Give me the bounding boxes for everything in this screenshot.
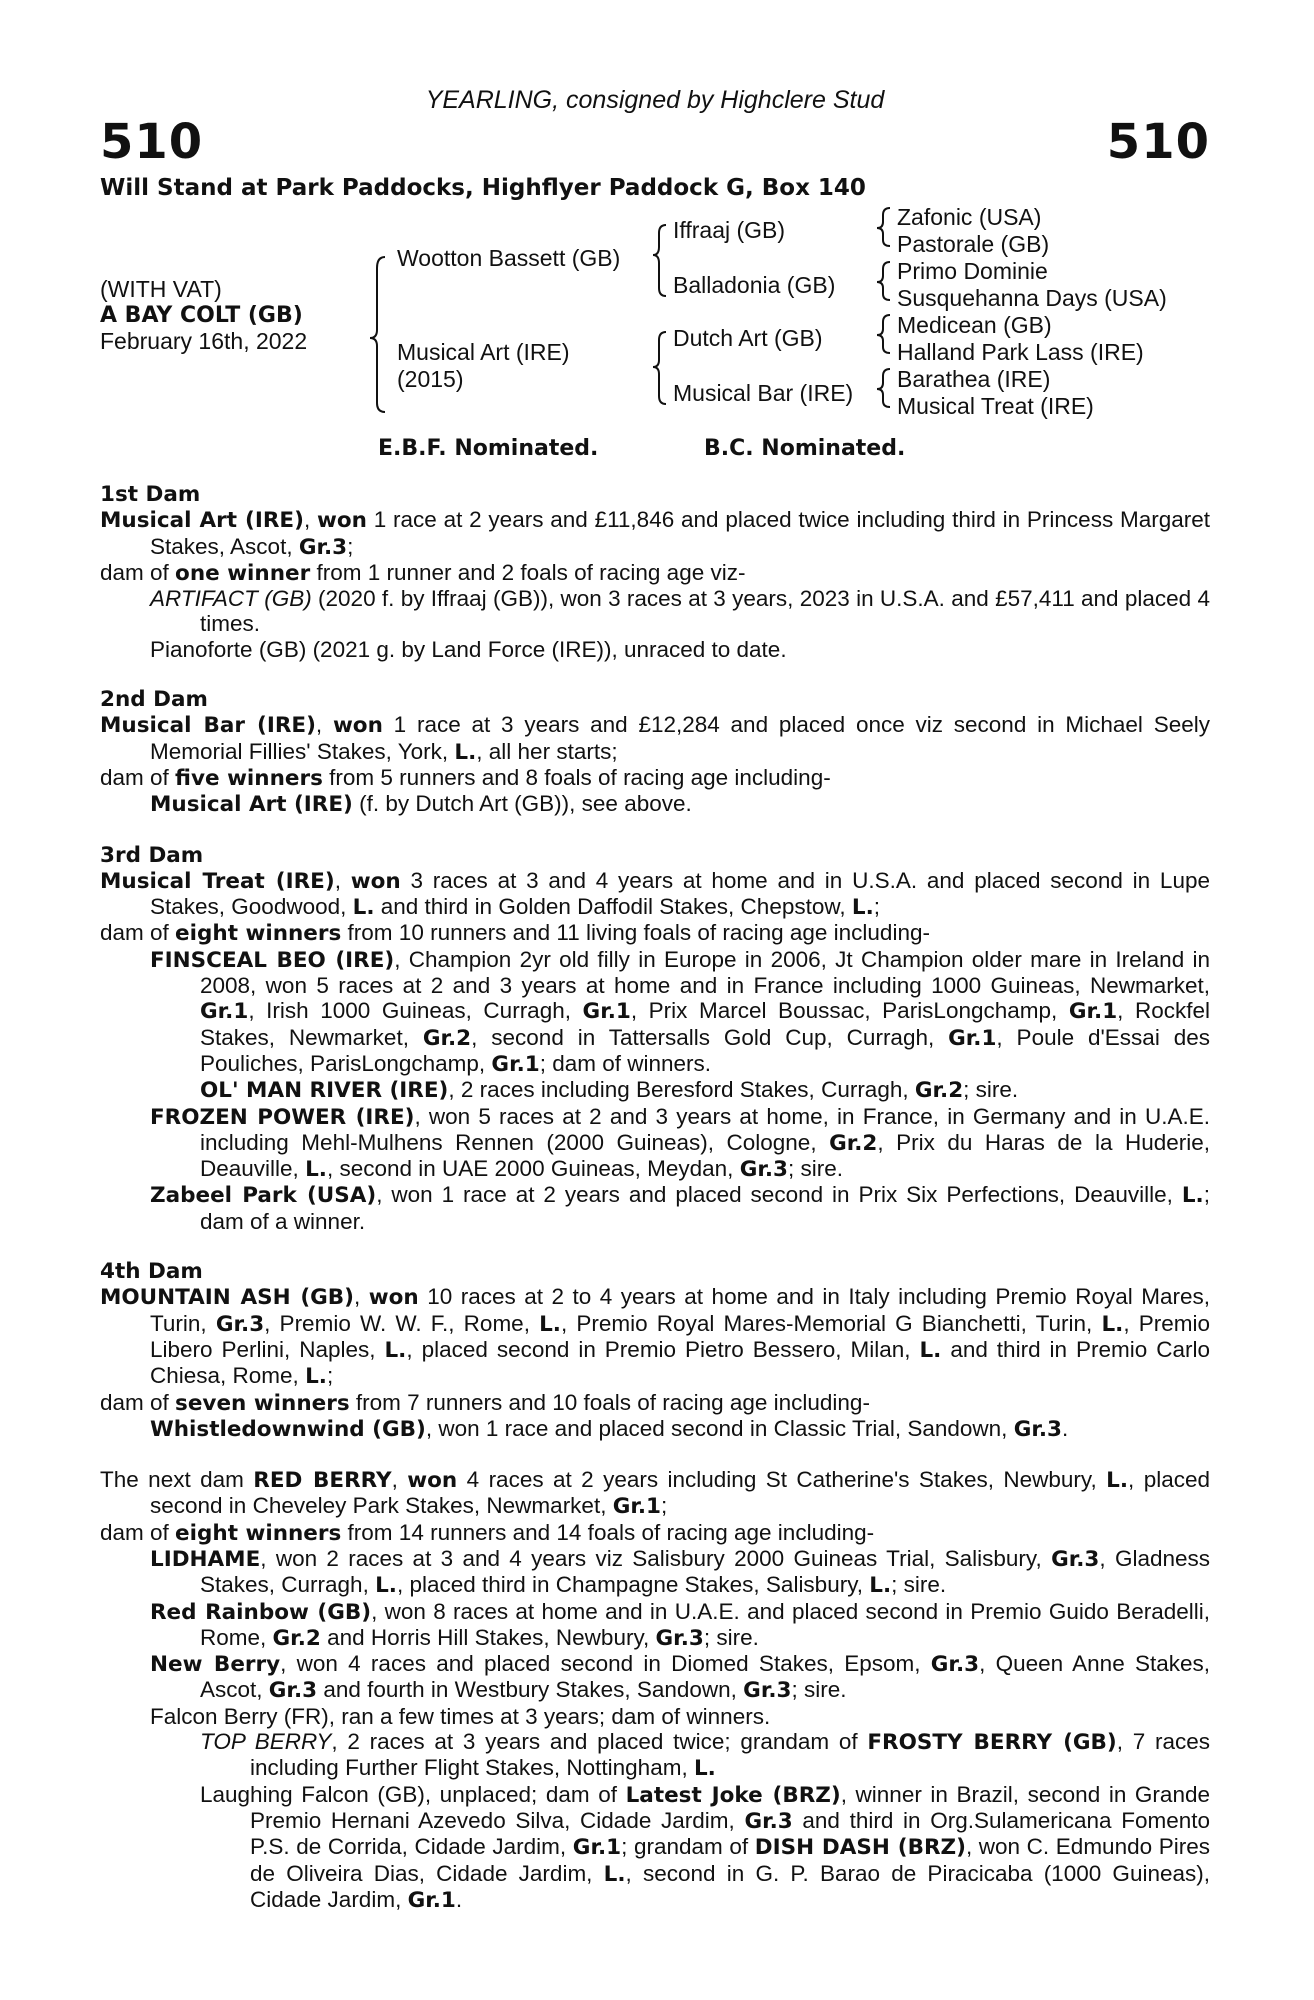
bold-text: Whistledownwind (GB) xyxy=(150,1416,426,1442)
bold-text: won xyxy=(407,1468,458,1494)
bold-text: L. xyxy=(352,895,375,921)
bold-text: Gr.1 xyxy=(200,999,249,1025)
text-run: , Gladness Stakes, Curragh, xyxy=(200,1545,1211,1598)
text-run: and fourth in Westbury Stakes, Sandown, xyxy=(317,1677,744,1703)
text-run: from 5 runners and 8 foals of racing age including- xyxy=(322,764,831,790)
text-run: Pianoforte (GB) (2021 g. by Land Force (IRE)), unraced to date. xyxy=(150,636,787,662)
pedigree-dam: Musical Art (IRE) xyxy=(397,339,570,365)
text-run: and third in Org.Sulamericana Fomento P.S. de Corrida, Cidade Jardim, xyxy=(250,1807,1210,1860)
text-run: , Champion 2yr old filly in Europe in 2006, Jt Champion older mare in Ireland in 2008, won 5 races at 2 and 3 years at home and in France including 1000 Guineas, Newmarket, xyxy=(200,946,1210,999)
produce-entry xyxy=(100,586,1210,637)
bold-text: eight winners xyxy=(175,1520,342,1546)
text-run: (f. by Dutch Art (GB)), see above. xyxy=(352,791,692,817)
text-run: 4 races at 2 years including St Catherine's Stakes, Newbury, xyxy=(457,1467,1107,1493)
produce-entry xyxy=(100,1104,1210,1183)
bold-text: Gr.3 xyxy=(1013,1416,1062,1442)
bold-text: Gr.3 xyxy=(655,1625,704,1651)
italic-text: ARTIFACT (GB) xyxy=(150,586,312,612)
text-run: and third in Golden Daffodil Stakes, Chepstow, xyxy=(374,894,852,920)
text-run: ; xyxy=(326,1363,334,1389)
dam-record xyxy=(100,1467,1210,1520)
pedigree-sire-dam: Balladonia (GB) xyxy=(673,272,836,298)
bold-text: Gr.2 xyxy=(272,1625,321,1651)
text-run: ; sire. xyxy=(963,1077,1019,1103)
brace-sire xyxy=(653,225,666,296)
pedigree-g3-5: Medicean (GB) xyxy=(897,312,1052,338)
bold-text: L. xyxy=(305,1364,327,1390)
bold-text: Gr.2 xyxy=(829,1130,878,1156)
pedigree-g3-6: Halland Park Lass (IRE) xyxy=(897,339,1144,365)
pedigree-dam-year: (2015) xyxy=(397,366,464,392)
stabling-location: Will Stand at Park Paddocks, Highflyer Paddock G, Box 140 xyxy=(100,175,866,201)
pedigree-g3-2: Pastorale (GB) xyxy=(897,231,1050,257)
text-run: from 1 runner and 2 foals of racing age viz- xyxy=(310,559,746,585)
bold-text: won xyxy=(317,508,367,534)
produce-entry xyxy=(100,1729,1210,1782)
text-run: , Poule d'Essai des Pouliches, ParisLongchamp, xyxy=(200,1024,1210,1076)
bold-text: five winners xyxy=(175,765,323,791)
text-run: , won C. Edmundo Pires de Oliveira Dias, Cidade Jardim, xyxy=(250,1834,1210,1886)
text-run: dam of xyxy=(100,764,176,790)
text-run: , winner in Brazil, second in Grande Premio Hernani Azevedo Silva, Cidade Jardim, xyxy=(250,1781,1210,1833)
bold-text: FROZEN POWER (IRE) xyxy=(150,1104,415,1130)
bold-text: Musical Art (IRE) xyxy=(100,508,304,534)
text-run: The next dam xyxy=(100,1467,254,1493)
text-run: , second in UAE 2000 Guineas, Meydan, xyxy=(326,1156,740,1182)
text-run: Laughing Falcon (GB), unplaced; dam of xyxy=(200,1781,626,1807)
pedigree-g3-4: Susquehanna Days (USA) xyxy=(897,285,1167,311)
text-run: , Premio Libero Perlini, Naples, xyxy=(150,1310,1210,1362)
catalogue-page xyxy=(100,0,1210,2000)
section-heading: 4th Dam xyxy=(100,1259,203,1285)
text-run: , second in Tattersalls Gold Cup, Curragh, xyxy=(471,1024,949,1050)
pedigree-dam-dam: Musical Bar (IRE) xyxy=(673,380,854,406)
bold-text: L. xyxy=(869,1573,892,1599)
bold-text: L. xyxy=(539,1311,561,1337)
produce-entry xyxy=(100,1546,1210,1599)
produce-entry xyxy=(100,637,1210,662)
text-run: ; xyxy=(873,894,881,920)
pedigree-sire: Wootton Bassett (GB) xyxy=(397,245,621,271)
text-run: from 10 runners and 11 living foals of racing age including- xyxy=(341,920,930,946)
dam-section xyxy=(100,687,1210,817)
text-run: , Prix Marcel Boussac, ParisLongchamp, xyxy=(630,998,1069,1024)
text-run: Falcon Berry (FR), ran a few times at 3 years; dam of winners. xyxy=(150,1703,771,1729)
bold-text: Gr.3 xyxy=(215,1311,265,1337)
bold-text: FROSTY BERRY (GB) xyxy=(867,1730,1117,1756)
bold-text: Gr.2 xyxy=(422,1025,472,1051)
text-run: (2020 f. by Iffraaj (GB)), won 3 races at 3 years, 2023 in U.S.A. and £57,411 and placed 4 times. xyxy=(200,586,1211,637)
bold-text: Gr.3 xyxy=(930,1652,980,1678)
dam-record xyxy=(100,1390,1210,1416)
text-run: dam of xyxy=(100,559,176,585)
dam-record xyxy=(100,920,1210,946)
text-run: , all her starts; xyxy=(476,738,618,764)
text-run: , xyxy=(315,712,333,738)
bold-text: Gr.3 xyxy=(1051,1546,1100,1572)
text-run: 1 race at 3 years and £12,284 and placed once viz second in Michael Seely Memorial Fillies' Stakes, York, xyxy=(150,712,1210,764)
pedigree-g3-8: Musical Treat (IRE) xyxy=(897,393,1094,419)
bold-text: Gr.1 xyxy=(491,1051,540,1077)
bold-text: Gr.3 xyxy=(743,1678,792,1704)
italic-text: TOP BERRY xyxy=(200,1729,332,1755)
text-run: , placed third in Champagne Stakes, Salisbury, xyxy=(396,1572,870,1598)
bold-text: L. xyxy=(375,1573,397,1599)
bold-text: Gr.1 xyxy=(612,1494,662,1520)
bold-text: Musical Art (IRE) xyxy=(150,792,353,818)
text-run: , won 8 races at home and in U.A.E. and placed second in Premio Guido Beradelli, Rome, xyxy=(200,1598,1210,1650)
bold-text: Latest Joke (BRZ) xyxy=(625,1782,841,1808)
section-heading: 3rd Dam xyxy=(100,842,204,868)
foaling-date: February 16th, 2022 xyxy=(100,328,308,354)
bold-text: Gr.3 xyxy=(268,1678,318,1704)
bold-text: Gr.1 xyxy=(1068,999,1118,1025)
bold-text: DISH DASH (BRZ) xyxy=(754,1835,966,1861)
text-run: ; sire. xyxy=(791,1677,847,1703)
bold-text: Gr.3 xyxy=(739,1157,788,1183)
text-run: ; grandam of xyxy=(621,1834,755,1860)
brace-g3 xyxy=(877,315,890,353)
text-run: , second in G. P. Barao de Piracicaba (1000 Guineas), Cidade Jardim, xyxy=(250,1860,1210,1912)
bold-text: Gr.1 xyxy=(582,999,631,1025)
text-run: dam of xyxy=(100,1519,176,1545)
bc-nomination: B.C. Nominated. xyxy=(704,436,906,461)
horse-name: A BAY COLT (GB) xyxy=(100,303,303,328)
text-run: , xyxy=(354,1284,369,1310)
bold-text: L. xyxy=(851,895,874,921)
text-run: 3 races at 3 and 4 years at home and in U.S.A. and placed second in Lupe Stakes, Goodwood, xyxy=(150,867,1210,920)
brace-g4 xyxy=(877,369,890,407)
text-run: , 7 races including Further Flight Stakes, Nottingham, xyxy=(250,1729,1210,1781)
bold-text: won xyxy=(332,713,383,739)
dam-record xyxy=(100,1520,1210,1546)
text-run: , xyxy=(303,507,317,533)
text-run: , won 5 races at 2 and 3 years at home, in France, in Germany and in U.A.E. including Mehl-Mulhens Rennen (2000 Guineas), Cologne, xyxy=(200,1103,1210,1155)
text-run: , xyxy=(334,867,351,893)
text-run: and Horris Hill Stakes, Newbury, xyxy=(320,1624,656,1650)
text-run: ; sire. xyxy=(703,1624,759,1650)
consignment-line: YEARLING, consigned by Highclere Stud xyxy=(425,86,885,114)
text-run: . xyxy=(455,1886,463,1912)
bold-text: Musical Bar (IRE) xyxy=(100,713,316,739)
bold-text: Red Rainbow (GB) xyxy=(150,1599,372,1625)
pedigree-g3-1: Zafonic (USA) xyxy=(897,204,1042,230)
dam-section xyxy=(100,1467,1210,1913)
bold-text: LIDHAME xyxy=(150,1546,261,1572)
bold-text: seven winners xyxy=(175,1390,350,1416)
produce-entry xyxy=(100,1182,1210,1234)
bold-text: L. xyxy=(384,1337,407,1363)
text-run: , won 4 races and placed second in Diomed Stakes, Epsom, xyxy=(280,1651,931,1677)
bold-text: L. xyxy=(454,739,477,765)
bold-text: L. xyxy=(603,1861,626,1887)
text-run: ; xyxy=(347,533,354,559)
produce-entry xyxy=(100,1077,1210,1103)
bold-text: Gr.3 xyxy=(298,534,348,560)
produce-entry xyxy=(100,791,1210,817)
text-run: ; sire. xyxy=(891,1572,947,1598)
pedigree-g3-3: Primo Dominie xyxy=(897,258,1048,284)
bold-text: L. xyxy=(1101,1311,1124,1337)
produce-entry xyxy=(100,947,1210,1077)
dam-section xyxy=(100,1259,1210,1442)
produce-entry xyxy=(100,1704,1210,1729)
bold-text: Zabeel Park (USA) xyxy=(150,1183,377,1209)
text-run: , won 1 race and placed second in Classic Trial, Sandown, xyxy=(425,1415,1014,1441)
text-run: from 14 runners and 14 foals of racing age including- xyxy=(341,1519,875,1545)
bold-text: MOUNTAIN ASH (GB) xyxy=(100,1285,355,1311)
catalogue-body xyxy=(100,482,1210,1938)
bold-text: OL' MAN RIVER (IRE) xyxy=(200,1078,449,1104)
dam-section xyxy=(100,482,1210,662)
text-run: , won 1 race at 2 years and placed second in Prix Six Perfections, Deauville, xyxy=(376,1182,1182,1208)
bold-text: Gr.1 xyxy=(407,1887,456,1913)
bold-text: L. xyxy=(305,1157,327,1183)
text-run: 1 race at 2 years and £11,846 and placed twice including third in Princess Margaret Stakes, Ascot, xyxy=(150,507,1211,559)
brace-g2 xyxy=(877,262,890,300)
brace-dam xyxy=(653,332,666,404)
text-run: ; dam of a winner. xyxy=(200,1182,1210,1234)
bold-text: Gr.1 xyxy=(948,1025,997,1051)
bold-text: Gr.2 xyxy=(914,1078,964,1104)
text-run: , won 2 races at 3 and 4 years viz Salisbury 2000 Guineas Trial, Salisbury, xyxy=(260,1545,1052,1571)
dam-record xyxy=(100,712,1210,765)
vat-note: (WITH VAT) xyxy=(100,276,222,302)
dam-record xyxy=(100,560,1210,586)
produce-entry xyxy=(100,1599,1210,1652)
text-run: , placed second in Premio Pietro Bessero, Milan, xyxy=(406,1336,920,1362)
bold-text: won xyxy=(350,868,401,894)
text-run: , Irish 1000 Guineas, Curragh, xyxy=(248,998,583,1024)
text-run: , Prix du Haras de la Huderie, Deauville, xyxy=(200,1129,1210,1182)
pedigree-sire-sire: Iffraaj (GB) xyxy=(673,217,786,243)
brace-main xyxy=(370,257,385,412)
produce-entry xyxy=(100,1782,1210,1913)
lot-number-right: 510 xyxy=(1106,114,1210,170)
text-run: . xyxy=(1062,1415,1069,1441)
brace-g1 xyxy=(877,208,890,246)
dam-record xyxy=(100,868,1210,921)
lot-number-left: 510 xyxy=(100,114,204,170)
text-run: , Premio W. W. F., Rome, xyxy=(264,1310,540,1336)
bold-text: one winner xyxy=(175,560,311,586)
text-run: , 2 races including Beresford Stakes, Curragh, xyxy=(448,1077,915,1103)
pedigree-g3-7: Barathea (IRE) xyxy=(897,366,1051,392)
section-heading: 1st Dam xyxy=(100,482,201,507)
bold-text: L. xyxy=(919,1337,942,1363)
text-run: and third in Premio Carlo Chiesa, Rome, xyxy=(150,1336,1210,1389)
text-run: , Premio Royal Mares-Memorial G Bianchetti, Turin, xyxy=(560,1310,1102,1336)
text-run: , xyxy=(391,1467,408,1493)
dam-record xyxy=(100,507,1210,560)
dam-section xyxy=(100,843,1210,1234)
bold-text: FINSCEAL BEO (IRE) xyxy=(150,947,395,973)
bold-text: Gr.3 xyxy=(744,1808,793,1834)
dam-record xyxy=(100,1284,1210,1389)
produce-entry xyxy=(100,1416,1210,1442)
bold-text: L. xyxy=(1106,1468,1129,1494)
text-run: from 7 runners and 10 foals of racing age including- xyxy=(349,1389,870,1415)
text-run: 10 races at 2 to 4 years at home and in Italy including Premio Royal Mares, Turin, xyxy=(150,1284,1210,1336)
section-heading: 2nd Dam xyxy=(100,687,208,713)
text-run: , Queen Anne Stakes, Ascot, xyxy=(200,1651,1210,1703)
dam-record xyxy=(100,765,1210,791)
bold-text: RED BERRY xyxy=(253,1468,392,1494)
bold-text: Musical Treat (IRE) xyxy=(100,868,335,894)
bold-text: won xyxy=(368,1285,419,1311)
bold-text: New Berry xyxy=(150,1652,281,1678)
text-run: ; sire. xyxy=(788,1156,844,1182)
text-run: dam of xyxy=(100,1389,176,1415)
bold-text: L. xyxy=(1181,1183,1204,1209)
text-run: dam of xyxy=(100,920,176,946)
pedigree-dam-sire: Dutch Art (GB) xyxy=(673,325,823,351)
text-run: , 2 races at 3 years and placed twice; grandam of xyxy=(331,1729,868,1755)
bold-text: eight winners xyxy=(175,921,342,947)
text-run: , Rockfel Stakes, Newmarket, xyxy=(200,998,1210,1050)
bold-text: L. xyxy=(693,1756,716,1782)
produce-entry xyxy=(100,1651,1210,1704)
text-run: ; xyxy=(661,1493,668,1519)
bold-text: Gr.1 xyxy=(572,1835,622,1861)
ebf-nomination: E.B.F. Nominated. xyxy=(378,436,599,461)
text-run: , placed second in Cheveley Park Stakes, Newmarket, xyxy=(150,1467,1210,1519)
text-run: ; dam of winners. xyxy=(539,1050,712,1076)
